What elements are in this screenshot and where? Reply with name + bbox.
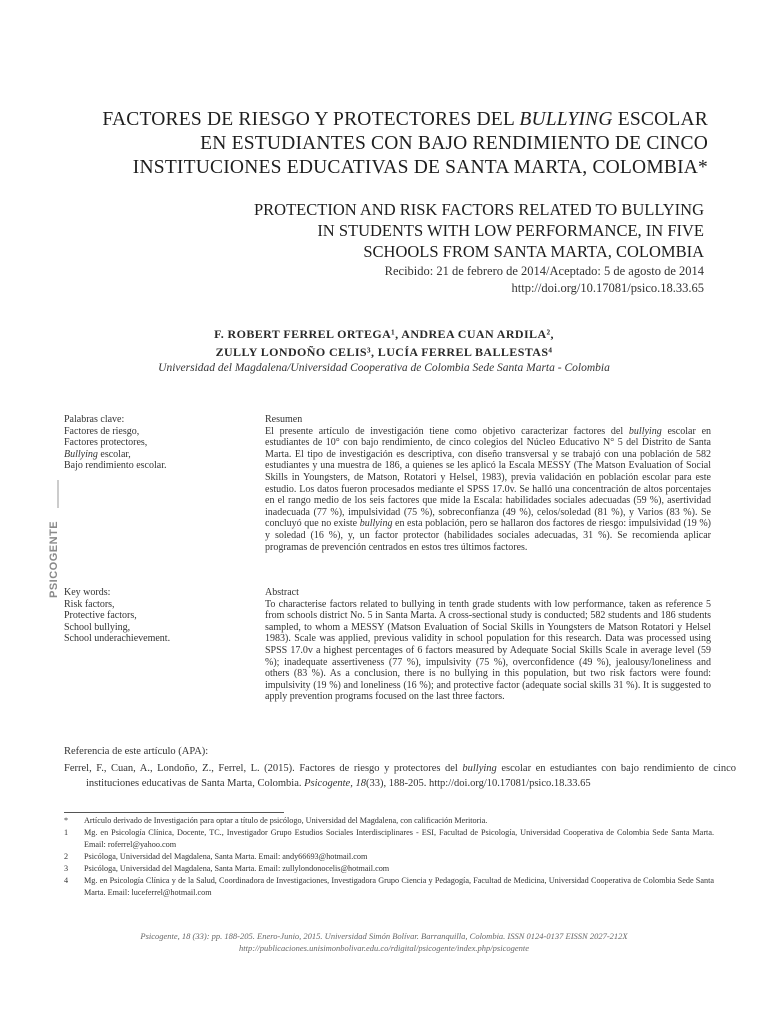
footnote-mark: 2 — [64, 852, 69, 861]
keyword-en-1: Risk factors, — [64, 598, 115, 610]
keyword-en-2: Protective factors, — [64, 610, 137, 622]
reference-journal: Psicogente, 18 — [304, 778, 366, 789]
psicogente-logo — [44, 480, 62, 600]
title-spanish — [40, 108, 708, 180]
reference-citation — [64, 761, 736, 791]
reference-bullying: bullying — [462, 763, 497, 774]
affiliation: Universidad del Magdalena/Universidad Cooperativa de Colombia Sede Santa Marta - Colombia — [158, 362, 610, 374]
title-es-bullying: BULLYING — [519, 109, 613, 130]
submission-dates — [385, 263, 704, 297]
footnote — [64, 875, 714, 899]
resumen-text-part-3: en esta población, pero se hallaron dos factores de riesgo: impulsividad (19 %) y soledad (16 %), y, un factor protector (habilidades sociales adecuadas, 31 %). Se recomienda aplicar programas de prevención centrados en estos tres últimos factores. — [265, 518, 712, 553]
footer-url[interactable]: http://publicaciones.unisimonbolivar.edu.co/rdigital/psicogente/index.php/psicogente — [238, 943, 530, 953]
keyword-es-1: Factores de riesgo, — [64, 425, 140, 437]
title-es-line-1 — [40, 108, 708, 132]
footer-journal-info: Psicogente, 18 (33): pp. 188-205. Enero-Junio, 2015. Universidad Simón Bolívar. Barranquilla, Colombia. ISSN 0124-0137 EISSN 2027-212X — [140, 931, 628, 941]
footnote-mark: * — [64, 816, 69, 825]
keyword-es-3-post: escolar, — [97, 448, 131, 460]
reference-part-3: (33), 188-205. http://doi.org/10.17081/psico.18.33.65 — [365, 778, 591, 789]
footnote-text: Artículo derivado de Investigación para optar a título de psicólogo, Universidad del Magdalena, con calificación Meritoria. — [84, 816, 488, 825]
keyword-es-4: Bajo rendimiento escolar. — [64, 460, 167, 472]
footnote-mark: 1 — [64, 828, 69, 837]
abstract-heading: Abstract — [265, 587, 299, 598]
abstract-text: To characterise factors related to bullying in tenth grade students with low performance, taken as reference 5 from schools district No. 5 in Santa Marta. A cross-sectional study is conducted; 582 students and 186 students sampled, to whom a MESSY (Matson Evaluation of Social Skills in Youngsters de Matson Rotatori y Helsel 1983). Scale was applied, previous validity in school population for this research. Data was processed using SPSS 17.0v a highest percentages of 6 factors measured by Adequate Social Skills Scale in average level (59 %); inadequate assertiveness (77 %), impulsivity (75 %), overconfidence (49 %), jealousy/loneliness and others (83 %). As a conclusion, there is no bullying in this population, but two risk factors were found: impulsivity (19 %) and loneliness (16 %); and protective factor (adequate social skills 31 %). It is suggested to apply prevention programs focused on the last three factors. — [265, 598, 711, 703]
footnote-divider — [64, 812, 284, 813]
footnote-mark: 3 — [64, 864, 69, 873]
reference-part-2: escolar en estudiantes con bajo rendimiento de cinco instituciones educativas de Santa Marta, Colombia. — [86, 763, 736, 789]
page-footer — [0, 930, 768, 954]
svg-text:PSICOGENTE: PSICOGENTE — [48, 520, 60, 598]
title-es-line-2: EN ESTUDIANTES CON BAJO RENDIMIENTO DE CINCO — [200, 133, 708, 154]
footnote — [64, 851, 714, 863]
title-en-line-2: IN STUDENTS WITH LOW PERFORMANCE, IN FIVE — [317, 221, 704, 240]
keyword-en-4: School underachievement. — [64, 633, 171, 645]
resumen-text — [265, 426, 711, 554]
footnote-mark: 4 — [64, 876, 69, 885]
footnote-text: Psicóloga, Universidad del Magdalena, Santa Marta. Email: andy66693@hotmail.com — [84, 852, 368, 861]
title-es-line-1-post: ESCOLAR — [612, 109, 708, 130]
keywords-english — [64, 587, 254, 645]
resumen-section — [265, 414, 711, 553]
authors-line-1: F. ROBERT FERREL ORTEGA¹, ANDREA CUAN ARDILA², — [214, 327, 554, 341]
resumen-text-part-1: El presente artículo de investigación tiene como objetivo caracterizar factores del — [265, 425, 629, 437]
footnote — [64, 815, 714, 827]
received-accepted-dates: Recibido: 21 de febrero de 2014/Aceptado: 5 de agosto de 2014 — [384, 264, 704, 278]
title-en-line-3: SCHOOLS FROM SANTA MARTA, COLOMBIA — [363, 242, 704, 261]
reference-part-1: Ferrel, F., Cuan, A., Londoño, Z., Ferrel, L. (2015). Factores de riesgo y protectores del — [64, 763, 463, 774]
footnote — [64, 863, 714, 875]
resumen-text-part-2: escolar en estudiantes de 10° con bajo rendimiento, de cinco colegios del Núcleo Educativo N° 5 del Distrito de Santa Marta. El tipo de investigación es descriptiva, con diseño transversal y se trabajó con una población de 582 estudiantes y una muestra de 186, a quienes se les aplicó la Escala MESSY (The Matson Evaluation of Social Skills in Youngsters, de Matson, Rotatori y Helsel, 1983), previa validación en población escolar para este estudio. Los datos fueron procesados mediante el SPSS 17.0v. Se halló una concentración de altos porcentajes en el rango medio de los seis factores que mide la Escala: habilidades sociales adecuadas (59 %), asertividad inadecuada (77 %), impulsividad (75 %), sobreconfianza (49 %), celos/soledad (81 %), y Varios (83 %). Se concluyó que no existe — [265, 425, 712, 530]
title-es-line-3: INSTITUCIONES EDUCATIVAS DE SANTA MARTA, COLOMBIA* — [132, 157, 708, 178]
keywords-es-heading: Palabras clave: — [64, 414, 125, 425]
footnote-text: Mg. en Psicología Clínica y de la Salud, Coordinadora de Investigaciones, Investigadora Grupo Ciencia y Pedagogía, Facultad de Medicina, Universidad Cooperativa de Colombia Sede Santa Marta. Email: luceferrel@hotmail.com — [84, 876, 714, 897]
keyword-es-3-italic: Bullying — [64, 448, 98, 460]
resumen-bullying-1: bullying — [628, 425, 662, 437]
doi-link[interactable]: http://doi.org/10.17081/psico.18.33.65 — [511, 281, 704, 295]
keywords-en-heading: Key words: — [64, 587, 111, 598]
footnotes — [64, 815, 714, 899]
abstract-section — [265, 587, 711, 703]
footnote — [64, 827, 714, 851]
keyword-en-3: School bullying, — [64, 621, 131, 633]
title-en-line-1: PROTECTION AND RISK FACTORS RELATED TO BULLYING — [254, 200, 704, 219]
authors-line-2: ZULLY LONDOÑO CELIS³, LUCÍA FERREL BALLESTAS⁴ — [215, 345, 553, 359]
title-english — [100, 199, 704, 262]
authors — [60, 325, 708, 361]
resumen-bullying-2: bullying — [359, 518, 393, 530]
keyword-es-2: Factores protectores, — [64, 437, 148, 449]
footnote-text: Psicóloga, Universidad del Magdalena, Santa Marta. Email: zullylondonocelis@hotmail.com — [84, 864, 390, 873]
reference-label: Referencia de este artículo (APA): — [64, 746, 209, 757]
title-es-line-1-pre: FACTORES DE RIESGO Y PROTECTORES DEL — [102, 109, 520, 130]
resumen-heading: Resumen — [265, 414, 303, 425]
footnote-text: Mg. en Psicología Clínica, Docente, TC., Investigador Grupo Estudios Sociales Interdisciplinares - ESI, Facultad de Psicología, Universidad Cooperativa de Colombia Sede Santa Marta. Email: roferrel@yahoo.com — [84, 828, 714, 849]
keywords-spanish — [64, 414, 254, 472]
keyword-es-3 — [64, 449, 254, 461]
